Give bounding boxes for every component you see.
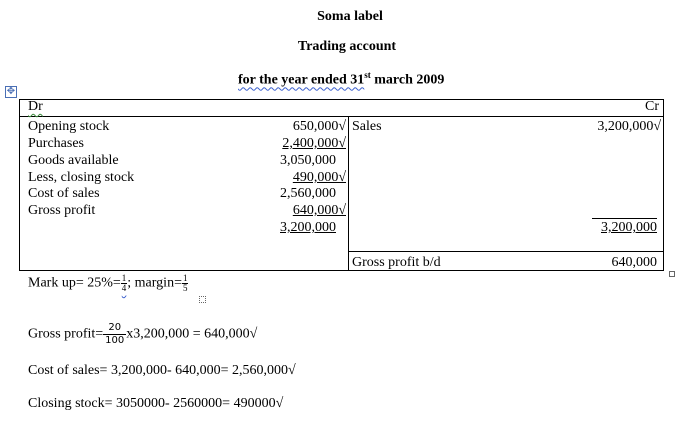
debit-amount-goods-available: 3,050,000 xyxy=(280,153,336,168)
dr-label: Dr xyxy=(28,99,43,114)
debit-amount-cost-of-sales: 2,560,000 xyxy=(280,186,336,201)
gross-profit-bd-amount: 640,000 xyxy=(611,255,657,270)
debit-item-purchases: Purchases xyxy=(28,136,84,151)
closing-stock-formula: Closing stock= 3050000- 2560000= 490000√ xyxy=(28,396,284,411)
margin-fraction: $\frac{1}{5}$ xyxy=(182,273,188,293)
debit-item-goods-available: Goods available xyxy=(28,153,119,168)
margin-text: ; margin= xyxy=(127,275,182,291)
period-suffix: march 2009 xyxy=(370,72,445,88)
gross-profit-formula-text: Gross profit= xyxy=(28,326,104,342)
period-text: for the year ended 31 xyxy=(238,72,365,88)
debit-item-cost-of-sales: Cost of sales xyxy=(28,186,100,201)
debit-amount-gross-profit: 640,000√ xyxy=(292,203,346,218)
markup-line xyxy=(28,274,188,293)
company-name: Soma label xyxy=(317,9,383,24)
debit-item-gross-profit: Gross profit xyxy=(28,203,96,218)
debit-total: 3,200,000 xyxy=(280,220,336,235)
debit-amount-purchases: 2,400,000√ xyxy=(282,136,346,151)
document-title: Trading account xyxy=(297,39,397,54)
cr-label: Cr xyxy=(645,99,659,114)
debit-item-closing-stock: Less, closing stock xyxy=(28,170,135,185)
bd-rule xyxy=(348,251,663,252)
debit-item-opening-stock: Opening stock xyxy=(28,119,110,134)
gross-profit-fraction: $\frac{20}{100}$ xyxy=(105,322,125,346)
column-divider xyxy=(348,116,349,270)
gross-profit-formula-result: x3,200,000 = 640,000√ xyxy=(126,326,258,342)
resize-handle-icon[interactable] xyxy=(669,271,675,277)
cost-of-sales-formula: Cost of sales= 3,200,000- 640,000= 2,560,000√ xyxy=(28,363,296,378)
period-line xyxy=(238,70,444,89)
debit-amount-opening-stock: 650,000√ xyxy=(292,119,346,134)
credit-item-sales: Sales xyxy=(352,119,382,134)
markup-text: Mark up= 25%= xyxy=(28,275,121,291)
credit-total-overline xyxy=(592,218,657,219)
equation-placeholder-icon xyxy=(199,296,206,303)
markup-fraction: $\frac{1}{4}$ xyxy=(121,273,127,293)
debit-amount-closing-stock: 490,000√ xyxy=(292,170,346,185)
gross-profit-bd-label: Gross profit b/d xyxy=(352,255,441,270)
credit-amount-sales: 3,200,000√ xyxy=(597,119,661,134)
period-superscript: st xyxy=(364,70,371,80)
credit-total: 3,200,000 xyxy=(601,220,657,235)
gross-profit-formula xyxy=(28,322,257,347)
move-icon[interactable]: ✥ xyxy=(6,86,16,97)
header-rule xyxy=(20,116,663,117)
